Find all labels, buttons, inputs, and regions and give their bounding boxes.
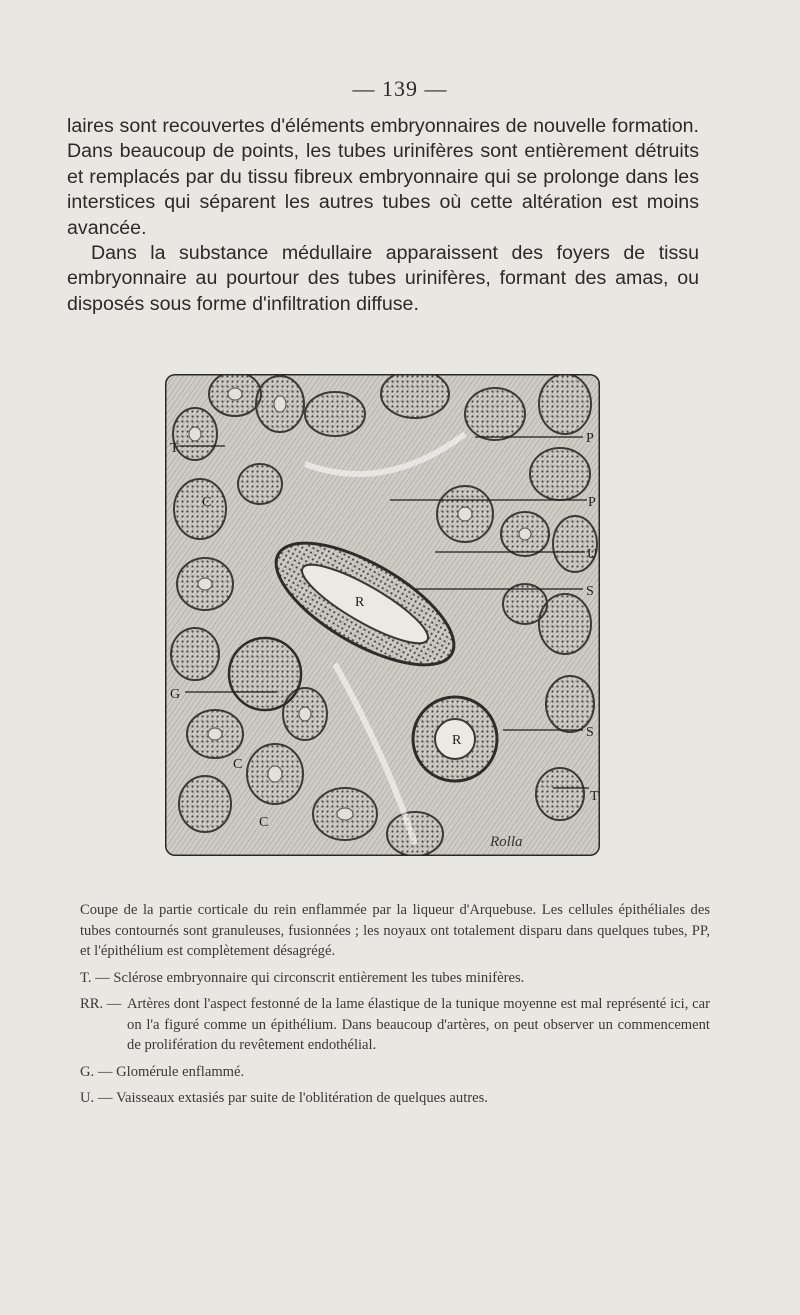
caption-lead: Coupe de la partie corticale du rein enflammée par la liqueur d'Arquebuse. Les cellules épithéliales des tubes contournés sont granuleuses, fusionnées ; les noyaux ont totalement disparu dans quelques tubes, PP, et l'épithélium est complètement désagrégé. (80, 902, 710, 959)
legend-key: RR. — (80, 996, 126, 1012)
figure-label-C2: C (233, 757, 243, 772)
legend-text: Glomérule enflammé. (116, 1063, 245, 1080)
figure-caption (80, 900, 710, 1109)
figure-label-U: U (587, 547, 598, 562)
histology-figure (165, 374, 600, 856)
body-paragraph-1: laires sont recouvertes d'éléments embryonnaires de nouvelle formation. Dans beaucoup de points, les tubes urinifères sont entièrement détruits et remplacés par du tissu fibreux embryonnaire qui se prolonge dans les interstices qui séparent les autres tubes où cette altération est moins avancée. (67, 115, 699, 239)
figure-label-P1: P (586, 431, 594, 446)
artist-signature: Rolla (490, 834, 523, 850)
figure-label-R2: R (452, 733, 462, 748)
page-number: — 139 — (352, 76, 448, 101)
legend-item-G (80, 1062, 710, 1083)
legend-key: T. — (80, 969, 114, 986)
legend-item-U (80, 1088, 710, 1109)
figure-label-T2: T (590, 789, 599, 804)
legend-item-T (80, 968, 710, 989)
figure-label-S2: S (586, 725, 594, 740)
kidney-section-illustration (165, 374, 600, 856)
figure-label-S1: S (586, 584, 594, 599)
body-text (67, 114, 699, 317)
figure-label-C3: C (259, 815, 269, 830)
figure-label-P2: P (588, 495, 596, 510)
legend-key: U. — (80, 1090, 117, 1106)
legend-text: Artères dont l'aspect festonné de la lame élastique de la tunique moyenne est mal représenté ici, car on l'a figuré comme un épithélium. Dans beaucoup d'artères, on peut observer un commencement de prolifération du revêtement endothélial. (127, 996, 710, 1053)
legend-item-RR (80, 994, 710, 1056)
body-paragraph-2: Dans la substance médullaire apparaissent des foyers de tissu embryonnaire au pourtour des tubes urinifères, formant des amas, ou disposés sous forme d'infiltration diffuse. (67, 242, 699, 315)
figure-label-T1: T (170, 441, 179, 456)
legend-key: G. — (80, 1063, 117, 1080)
figure-label-G: G (170, 687, 181, 702)
legend-text: Sclérose embryonnaire qui circonscrit entièrement les tubes minifères. (113, 969, 525, 986)
figure-label-R1: R (355, 595, 365, 610)
figure-label-C1: C (202, 495, 212, 510)
legend-text: Vaisseaux extasiés par suite de l'oblitération de quelques autres. (116, 1090, 488, 1106)
